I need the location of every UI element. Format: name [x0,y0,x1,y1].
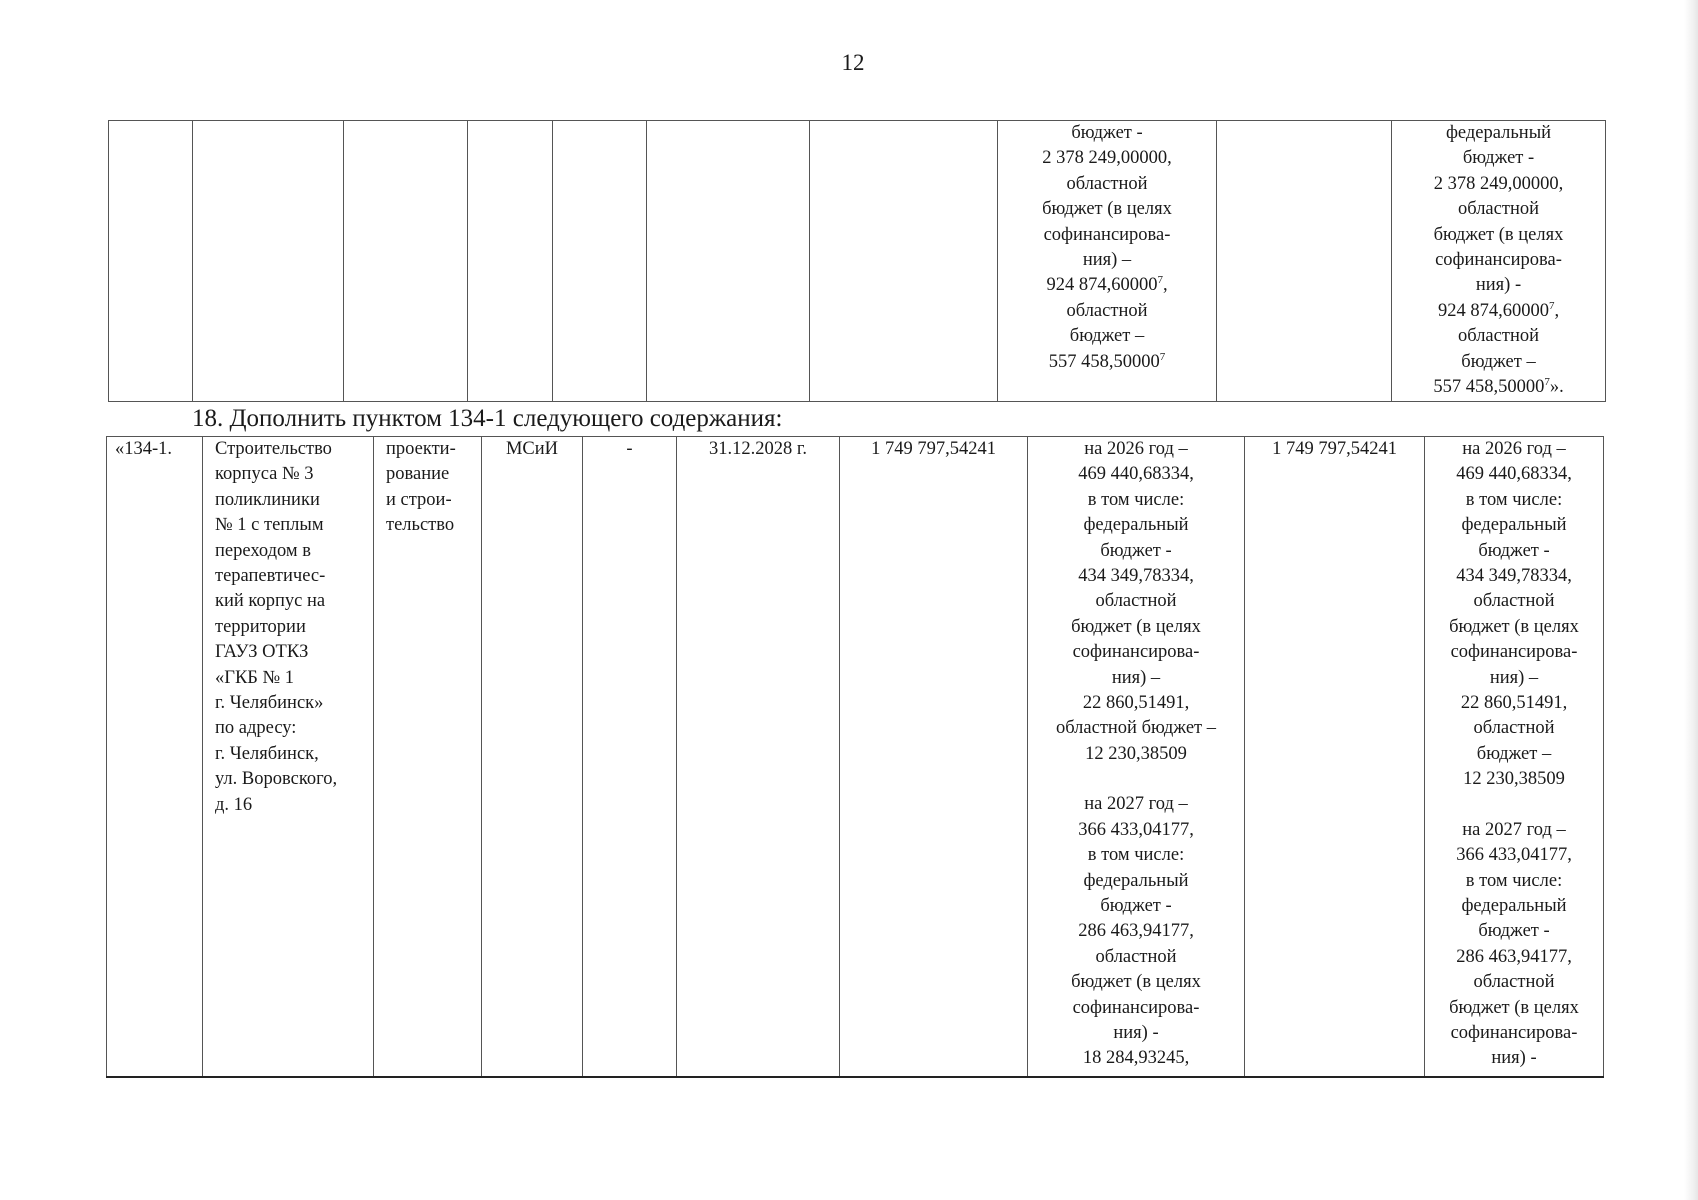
table-row [107,437,1604,1078]
table-cell [468,121,553,402]
deadline-cell: 31.12.2028 г. [677,437,840,1078]
scan-edge [1684,0,1698,1200]
table-cell [344,121,468,402]
amendment-text: 18. Дополнить пунктом 134-1 следующего содержания: [192,405,783,432]
page-number: 12 [841,50,865,75]
object-name-cell: Строительство корпуса № 3 поликлиники № 1 с теплым переходом в терапевтичес- кий корпус на территории ГАУЗ ОТКЗ «ГКБ № 1 г. Челябинск» по адресу: г. Челябинск, ул. Воровского, д. 16 [203,437,374,1078]
stage-cell: проекти- рование и строи- тельство [374,437,482,1078]
continuation-table [108,120,1606,402]
table-cell [810,121,998,402]
footnote-mark: 7 [1548,299,1555,312]
table-cell [109,121,193,402]
footnote-mark: 7 [1544,375,1550,388]
financing-new-cell: на 2026 год – 469 440,68334, в том числе: федеральный бюджет - 434 349,78334, областной бюджет (в целях софинансирова- ния) – 22 860,51491, областной бюджет – 12 230,38509 на 2027 год – 366 433,04177, в том числе: федеральный бюджет - 286 463,94177, областной бюджет (в целях софинансирова- ния) - [1425,437,1604,1078]
financing-old-cell: на 2026 год – 469 440,68334, в том числе: федеральный бюджет - 434 349,78334, областной бюджет (в целях софинансирова- ния) – 22 860,51491, областной бюджет – 12 230,38509 на 2027 год – 366 433,04177, в том числе: федеральный бюджет - 286 463,94177, областной бюджет (в целях софинансирова- ния) - 18 284,93245, [1028,437,1245,1078]
footnote-mark: 7 [1159,350,1166,363]
cost-cell: 1 749 797,54241 [840,437,1028,1078]
customer-cell: МСиИ [482,437,583,1078]
financing-new-cell: федеральный бюджет - 2 378 249,00000, областной бюджет (в целях софинансирова- ния) - 924 874,60000$^7$, областной бюджет – 557 458,50000$^7$». [1392,121,1606,402]
item-number: «134-1. [107,437,203,1078]
table-cell [193,121,344,402]
table-cell [1217,121,1392,402]
footnote-mark: 7 [1157,274,1163,287]
table-cell [647,121,810,402]
table-cell [553,121,647,402]
cost-new-cell: 1 749 797,54241 [1245,437,1425,1078]
capacity-cell: - [583,437,677,1078]
financing-old-cell: бюджет - 2 378 249,00000, областной бюджет (в целях софинансирова- ния) – 924 874,60000$^7$, областной бюджет – 557 458,50000$^7$ [998,121,1217,402]
item-table [106,436,1604,1078]
